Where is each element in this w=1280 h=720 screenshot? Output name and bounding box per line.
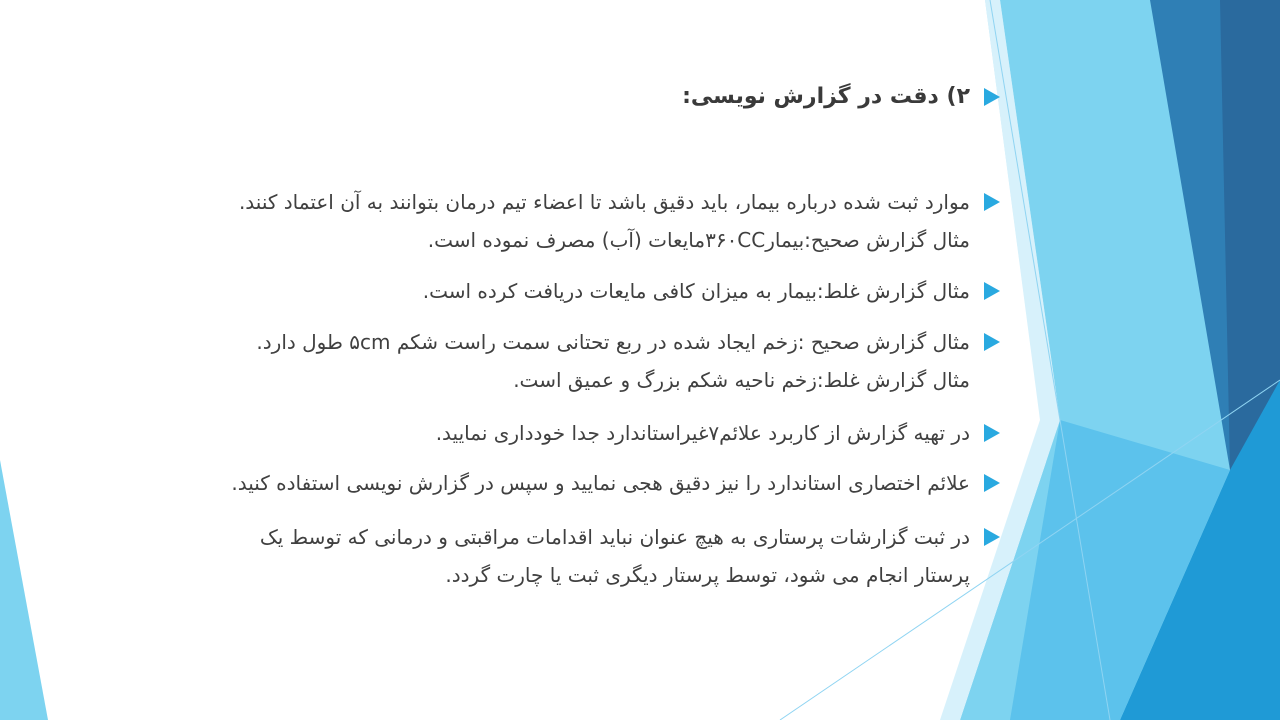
bullet-3-line-2: مثال گزارش غلط:زخم ناحیه شکم بزرگ و عمیق است. <box>513 368 970 392</box>
bullet-arrow-icon <box>984 88 1000 106</box>
bullet-arrow-icon <box>984 528 1000 546</box>
bullet-5 <box>231 464 970 502</box>
bullet-6 <box>260 518 970 594</box>
bullet-arrow-icon <box>984 282 1000 300</box>
slide-title <box>682 78 970 116</box>
bullet-4-line-1: در تهیه گزارش از کاربرد علائم۷غیراستاندارد جدا خودداری نمایید. <box>435 421 970 445</box>
title-text: ۲) دقت در گزارش نویسی: <box>682 84 970 109</box>
bullet-5-line-1: علائم اختصاری استاندارد را نیز دقیق هجی نمایید و سپس در گزارش نویسی استفاده کنید. <box>231 471 970 495</box>
bullet-1-line-2: مثال گزارش صحیح:بیمار۳۶۰CCمایعات (آب) مصرف نموده است. <box>427 228 970 252</box>
bullet-2 <box>423 272 970 310</box>
bullet-2-line-1: مثال گزارش غلط:بیمار به میزان کافی مایعات دریافت کرده است. <box>422 279 970 303</box>
bullet-3 <box>256 323 970 399</box>
bullet-arrow-icon <box>984 193 1000 211</box>
bullet-arrow-icon <box>984 474 1000 492</box>
bullet-4 <box>436 414 970 452</box>
bullet-3-line-1: مثال گزارش صحیح :زخم ایجاد شده در ربع تحتانی سمت راست شکم ۵cm طول دارد. <box>256 330 970 354</box>
bullet-1 <box>239 183 970 259</box>
bullet-1-line-1: موارد ثبت شده درباره بیمار، باید دقیق باشد تا اعضاء تیم درمان بتوانند به آن اعتماد کنند. <box>238 190 970 214</box>
bullet-arrow-icon <box>984 333 1000 351</box>
bullet-arrow-icon <box>984 424 1000 442</box>
bullet-6-line-2: پرستار انجام می شود، توسط پرستار دیگری ثبت یا چارت گردد. <box>445 563 970 587</box>
bullet-6-line-1: در ثبت گزارشات پرستاری به هیچ عنوان نباید اقدامات مراقبتی و درمانی که توسط یک <box>259 525 970 549</box>
